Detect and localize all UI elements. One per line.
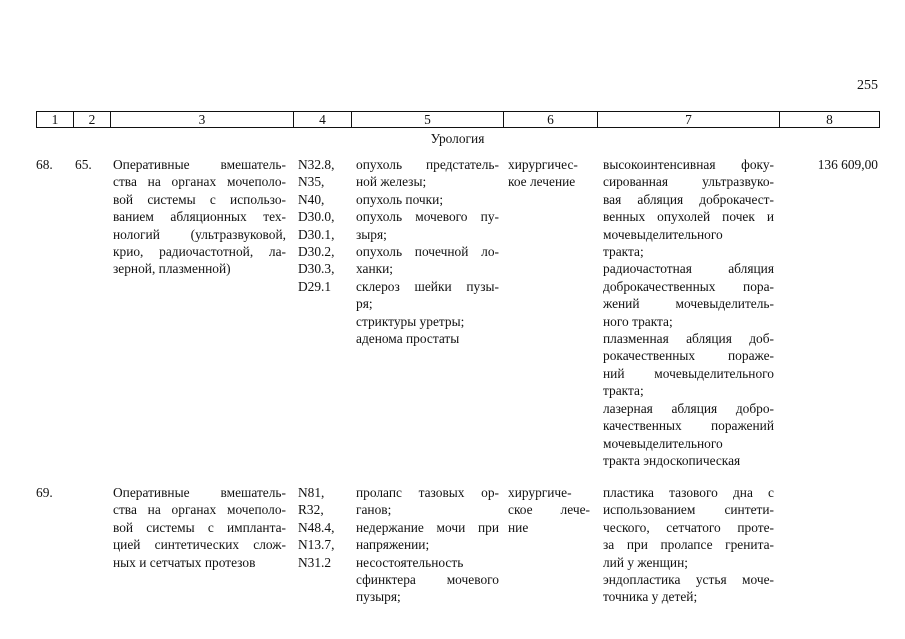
cell-line: D30.2, — [298, 244, 335, 260]
cell-line: N35, — [298, 174, 325, 190]
section-title: Урология — [430, 131, 485, 146]
cell-line: ства на органах мочеполо- — [113, 174, 286, 190]
cell-line: пластика тазового дна с — [603, 485, 774, 500]
column-number: 2 — [74, 112, 111, 128]
diagnoses — [356, 484, 499, 606]
cell-line: R32, — [298, 502, 324, 518]
cell-line: ря; — [356, 296, 373, 312]
row-number: 69. — [36, 485, 53, 500]
cell-line: радиочастотная абляция — [603, 261, 774, 277]
cell-line: тракта; — [603, 383, 644, 399]
cost-value: 136 609,00 — [817, 157, 878, 172]
cell-line: зерной, плазменной) — [113, 261, 231, 277]
cell-line: эндопластика устья моче- — [603, 572, 774, 588]
cell-line: пузыря; — [356, 589, 401, 605]
cell-line: ханки; — [356, 261, 394, 277]
cell-line: D29.1 — [298, 278, 332, 294]
cell-line: пролапс тазовых ор- — [356, 485, 499, 500]
cell-line: Оперативные вмешатель- — [113, 485, 286, 500]
cell-line: N81, — [298, 485, 325, 500]
cell-line: опухоль предстатель- — [356, 157, 499, 172]
column-number: 4 — [294, 112, 352, 128]
cell-line: N31.2 — [298, 554, 332, 570]
cell-line: хирургичес- — [508, 157, 578, 172]
cell-line: напряжении; — [356, 537, 430, 553]
cell-line: нологий (ультразвуковой, — [113, 226, 286, 242]
row-number: 68. — [36, 157, 53, 172]
cell-line: качественных поражений — [603, 418, 774, 434]
column-number: 3 — [111, 112, 294, 128]
cell-line: плазменная абляция доб- — [603, 331, 774, 347]
cell-line: сированная ультразвуко- — [603, 174, 774, 190]
cell-line: ческого, сетчатого проте- — [603, 519, 774, 535]
cell-line: тракта; — [603, 244, 644, 260]
cell-line: вой системы с импланта- — [113, 519, 286, 535]
cell-line: опухоль почки; — [356, 191, 444, 207]
diagnoses — [356, 156, 499, 347]
cell-line: склероз шейки пузы- — [356, 278, 499, 294]
column-number-header — [36, 111, 880, 128]
cell-line: ной железы; — [356, 174, 427, 190]
cell-line: венных опухолей почек и — [603, 209, 774, 225]
page-number: 255 — [857, 78, 878, 93]
cell-line: доброкачественных пора- — [603, 278, 774, 294]
cell-line: ний мочевыделительного — [603, 365, 774, 381]
cell-line: лазерная абляция добро- — [603, 400, 774, 416]
cell-line: лий у женщин; — [603, 554, 688, 570]
cell-line: ных и сетчатых протезов — [113, 554, 256, 570]
cell-line: D30.0, — [298, 209, 335, 225]
cell-line: ние — [508, 519, 529, 535]
column-number: 5 — [352, 112, 504, 128]
cell-line: вой системы с использо- — [113, 191, 286, 207]
cell-line: недержание мочи при — [356, 519, 499, 535]
treatment-methods — [603, 484, 774, 606]
diagnosis-codes — [298, 156, 348, 295]
cell-line: кое лечение — [508, 174, 576, 190]
cell-line: D30.1, — [298, 226, 335, 242]
cell-line: N32.8, — [298, 157, 335, 172]
treatment-type — [508, 156, 590, 191]
cell-line: стриктуры уретры; — [356, 313, 465, 329]
cell-line: N13.7, — [298, 537, 335, 553]
cell-line: высокоинтенсивная фоку- — [603, 157, 774, 172]
intervention-name — [113, 156, 286, 278]
cell-line: Оперативные вмешатель- — [113, 157, 286, 172]
column-number: 8 — [780, 112, 880, 128]
cell-line: опухоль почечной ло- — [356, 244, 499, 260]
cell-line: жений мочевыделитель- — [603, 296, 774, 312]
cell-line: несостоятельность — [356, 554, 464, 570]
cell-line: зыря; — [356, 226, 387, 242]
cell-line: опухоль мочевого пу- — [356, 209, 499, 225]
column-number: 1 — [37, 112, 74, 128]
cell-line: крио, радиочастотной, ла- — [113, 244, 286, 260]
cell-line: N48.4, — [298, 519, 335, 535]
cell-line: ское лече- — [508, 502, 590, 518]
cell-line: D30.3, — [298, 261, 335, 277]
cell-line: N40, — [298, 191, 325, 207]
column-number: 7 — [598, 112, 780, 128]
treatment-methods — [603, 156, 774, 469]
cell-line: за при пролапсе гренита- — [603, 537, 774, 553]
cell-line: вая абляция доброкачест- — [603, 191, 774, 207]
cell-line: хирургиче- — [508, 485, 572, 500]
cell-line: тракта эндоскопическая — [603, 452, 741, 468]
cell-line: аденома простаты — [356, 331, 460, 347]
cell-line: цией синтетических слож- — [113, 537, 286, 553]
cell-line: использованием синтети- — [603, 502, 774, 518]
group-number: 65. — [75, 157, 92, 172]
cell-line: сфинктера мочевого — [356, 572, 499, 588]
intervention-name — [113, 484, 286, 571]
diagnosis-codes — [298, 484, 348, 571]
cell-line: ганов; — [356, 502, 392, 518]
cell-line: рокачественных пораже- — [603, 348, 774, 364]
column-number: 6 — [504, 112, 598, 128]
cell-line: мочевыделительного — [603, 435, 723, 451]
treatment-type — [508, 484, 590, 536]
cell-line: точника у детей; — [603, 589, 698, 605]
cell-line: ства на органах мочеполо- — [113, 502, 286, 518]
cell-line: мочевыделительного — [603, 226, 723, 242]
cell-line: ного тракта; — [603, 313, 673, 329]
cell-line: ванием абляционных тех- — [113, 209, 286, 225]
